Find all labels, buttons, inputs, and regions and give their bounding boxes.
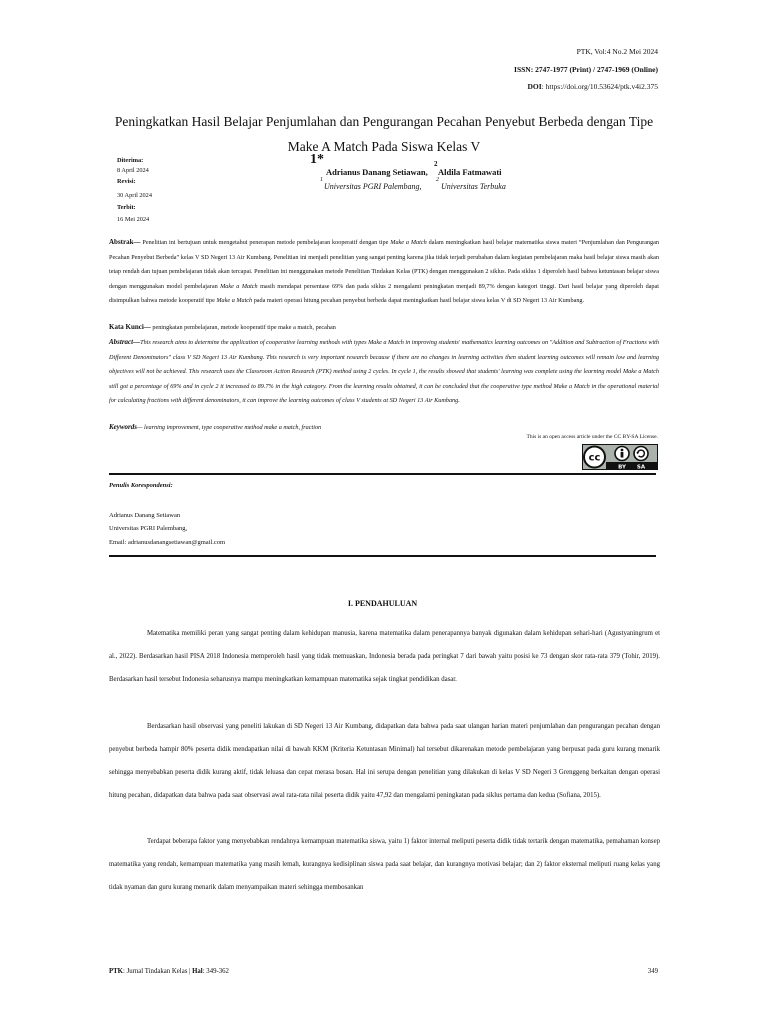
- body-paragraph-3: Terdapat beberapa faktor yang menyebabkan rendahnya kemampuan matematika siswa, yaitu 1) faktor internal meliputi peserta didik tidak tertarik dengan matematika, pemahaman konsep matematika yang rendah, kemampuan matematika yang masih lemah, kurangnya kedisiplinan siswa pada saat belajar, dan kurangnya motivasi belajar; dan 2) faktor eksternal meliputi ruang kelas yang tidak nyaman dan guru kurang menarik dalam menyampaikan materi sehingga membosankan: [109, 838, 660, 891]
- author-2-mark: 2: [434, 160, 438, 168]
- journal-volume-info: PTK, Vol:4 No.2 Mei 2024: [576, 47, 658, 56]
- article-dates: [117, 157, 207, 226]
- paper-title: [90, 110, 678, 159]
- affiliation-1: Universitas PGRI Palembang,: [324, 182, 422, 191]
- body-paragraph-1: Matematika memiliki peran yang sangat penting dalam kehidupan manusia, karena matematika dalam penerapannya banyak digunakan dalam kehidupan sehari-hari (Agustyaningrum et al., 2022). Berdasarkan hasil PISA 2018 Indonesia memperoleh hasil yang tidak memuaskan, Indonesia berada pada peringkat 7 dari bawah yaitu posisi ke 73 dengan skor rata-rata 379 (Tohir, 2019). Berdasarkan hasil tersebut Indonesia seharusnya mampu meningkatkan kemampuan matematika sejak tingkat pendidikan dasar.: [109, 630, 660, 683]
- revised-date: 30 April 2024: [117, 192, 152, 199]
- author-1-mark: 1*: [310, 152, 324, 167]
- affiliation-2-mark: 2: [436, 177, 439, 183]
- published-date: 16 Mei 2024: [117, 216, 150, 223]
- doi-label: DOI: [527, 82, 542, 91]
- body-paragraph-2: Berdasarkan hasil observasi yang peneliti lakukan di SD Negeri 13 Air Kumbang, didapatkan data bahwa pada saat ulangan harian materi penjumlahan dan pengurangan pecahan dengan penyebut berbeda hampir 80% peserta didik mendapatkan nilai di bawah KKM (Kriteria Ketuntasan Minimal) hal tersebut dikarenakan metode pembelajaran yang berpusat pada guru kurang menarik sehingga menyebabkan peserta didik kurang aktif, tidak leluasa dan cepat merasa bosan. Hal ini serupa dengan penelitian yang dilakukan di kelas V SD Negeri 3 Grenggeng berkaitan dengan operasi hitung pecahan, didapatkan data bahwa pada saat observasi awal rata-rata nilai peserta didik yaitu 47,92 dan mengalami peningkatan pada siklus pertama dan kedua (Sofiana, 2015).: [109, 723, 660, 799]
- divider-top: [109, 473, 656, 475]
- keywords-english: Keywords— learning improvement, type cooperative method make a match, fraction: [109, 423, 322, 431]
- correspondence-name: Adrianus Danang Setiawan: [109, 512, 181, 519]
- doi-info: [528, 82, 659, 91]
- abstract-indonesian: Abstrak— Penelitian ini bertujuan untuk mengetahui penerapan metode pembelajaran kooperatif dengan tipe Make a Match dalam meningkatkan hasil belajar matematika siswa materi “Penjumlahan dan Pengurangan Pecahan Penyebut Berbeda” kelas V SD Negeri 13 Air Kumbang. Penelitian ini menjadi penelitian yang sangat penting karena jika tidak terjadi perubahan dalam kegiatan pembelajaran maka hasil belajar siswa masih akan tetap rendah dan tujuan pembelajaran tidak akan tercapai. Penelitian ini menggunakan metode Penelitian Tindakan Kelas (PTK) dengan menggunakan 2 siklus. Pada siklus 1 diperoleh hasil bahwa ketuntasan belajar siswa dengan menggunakan model pembelajaran Make a Match masih mendapat persentase 69% dan pada siklus 2 mengalami peningkatan menjadi 89,7% dengan kategori tinggi. Dari hasil belajar yang diperoleh dapat disimpulkan bahwa metode kooperatif tipe Make a Match pada materi operasi hitung pecahan penyebut berbeda dapat meningkatkan hasil belajar siswa kelas V di SD Negeri 13 Air Kumbang.: [109, 238, 659, 304]
- issn-info: ISSN: 2747-1977 (Print) / 2747-1969 (Online): [514, 65, 658, 74]
- revised-label: Revisi:: [117, 178, 136, 185]
- svg-text:cc: cc: [588, 452, 601, 464]
- abstract-english: Abstract—This research aims to determine the application of cooperative learning methods with types Make a Match in improving students' mathematics learning outcomes on "Addition and Subtraction of Fractions with Different Denominators" class V SD Negeri 13 Air Kumbang. This research is very important research because if there are no changes in learning activities then student learning outcomes will remain low and learning objectives will not be achieved. This research uses the Classroom Action Research (PTK) method using 2 cycles. In cycle 1, the results showed that students' learning was complete using the learning model Make a Match still got a percentage of 69% and in cycle 2 it increased to 89.7% in the high category. From the learning results obtained, it can be concluded that the cooperative type method Make a Match in the operational material for calculating fractions with different denominators, it can improve the learning outcomes of class V students at SD Negeri 13 Air Kumbang.: [109, 338, 659, 404]
- cc-by-sa-icon: [582, 444, 658, 470]
- cc-by-sa-badge[interactable]: [582, 444, 658, 470]
- correspondence-email[interactable]: Email: adrianusdanangsetiawan@gmail.com: [109, 539, 226, 546]
- license-text: This is an open access article under the CC BY-SA License.: [526, 434, 658, 440]
- affiliation-1-mark: 1: [320, 177, 323, 183]
- author-2-name: Aldila Fatmawati: [438, 167, 502, 177]
- keywords-en-label: Keywords: [109, 423, 137, 431]
- badge-by-label: BY: [618, 464, 626, 470]
- paper-title-line-2: Make A Match Pada Siswa Kelas V: [287, 139, 481, 154]
- abstract-en-label: Abstract—: [109, 338, 141, 346]
- affiliation-2: Universitas Terbuka: [441, 182, 506, 191]
- divider-bottom: [109, 555, 656, 557]
- doi-link[interactable]: : https://doi.org/10.53624/ptk.v4i2.375: [541, 82, 658, 91]
- received-label: Diterima:: [117, 157, 144, 164]
- author-1-name: Adrianus Danang Setiawan,: [326, 167, 428, 177]
- correspondence-label: Penulis Korespondensi:: [109, 482, 173, 489]
- section-heading: I. PENDAHULUAN: [347, 599, 418, 608]
- received-date: 8 April 2024: [117, 167, 149, 174]
- published-label: Terbit:: [117, 204, 136, 211]
- badge-sa-label: SA: [636, 464, 646, 470]
- keywords-id-label: Kata Kunci—: [109, 323, 151, 331]
- paper-title-line-1: Peningkatkan Hasil Belajar Penjumlahan dan Pengurangan Pecahan Penyebut Berbeda dengan Tipe: [114, 114, 654, 129]
- page-number: 349: [647, 968, 658, 975]
- abstract-id-label: Abstrak—: [109, 238, 141, 246]
- correspondence-institution: Universitas PGRI Palembang,: [109, 525, 188, 532]
- footer-journal: PTK: Jurnal Tindakan Kelas | Hal: 349-362: [109, 968, 229, 975]
- keywords-indonesian: Kata Kunci— peningkatan pembelajaran, metode kooperatif tipe make a match, pecahan: [109, 323, 336, 331]
